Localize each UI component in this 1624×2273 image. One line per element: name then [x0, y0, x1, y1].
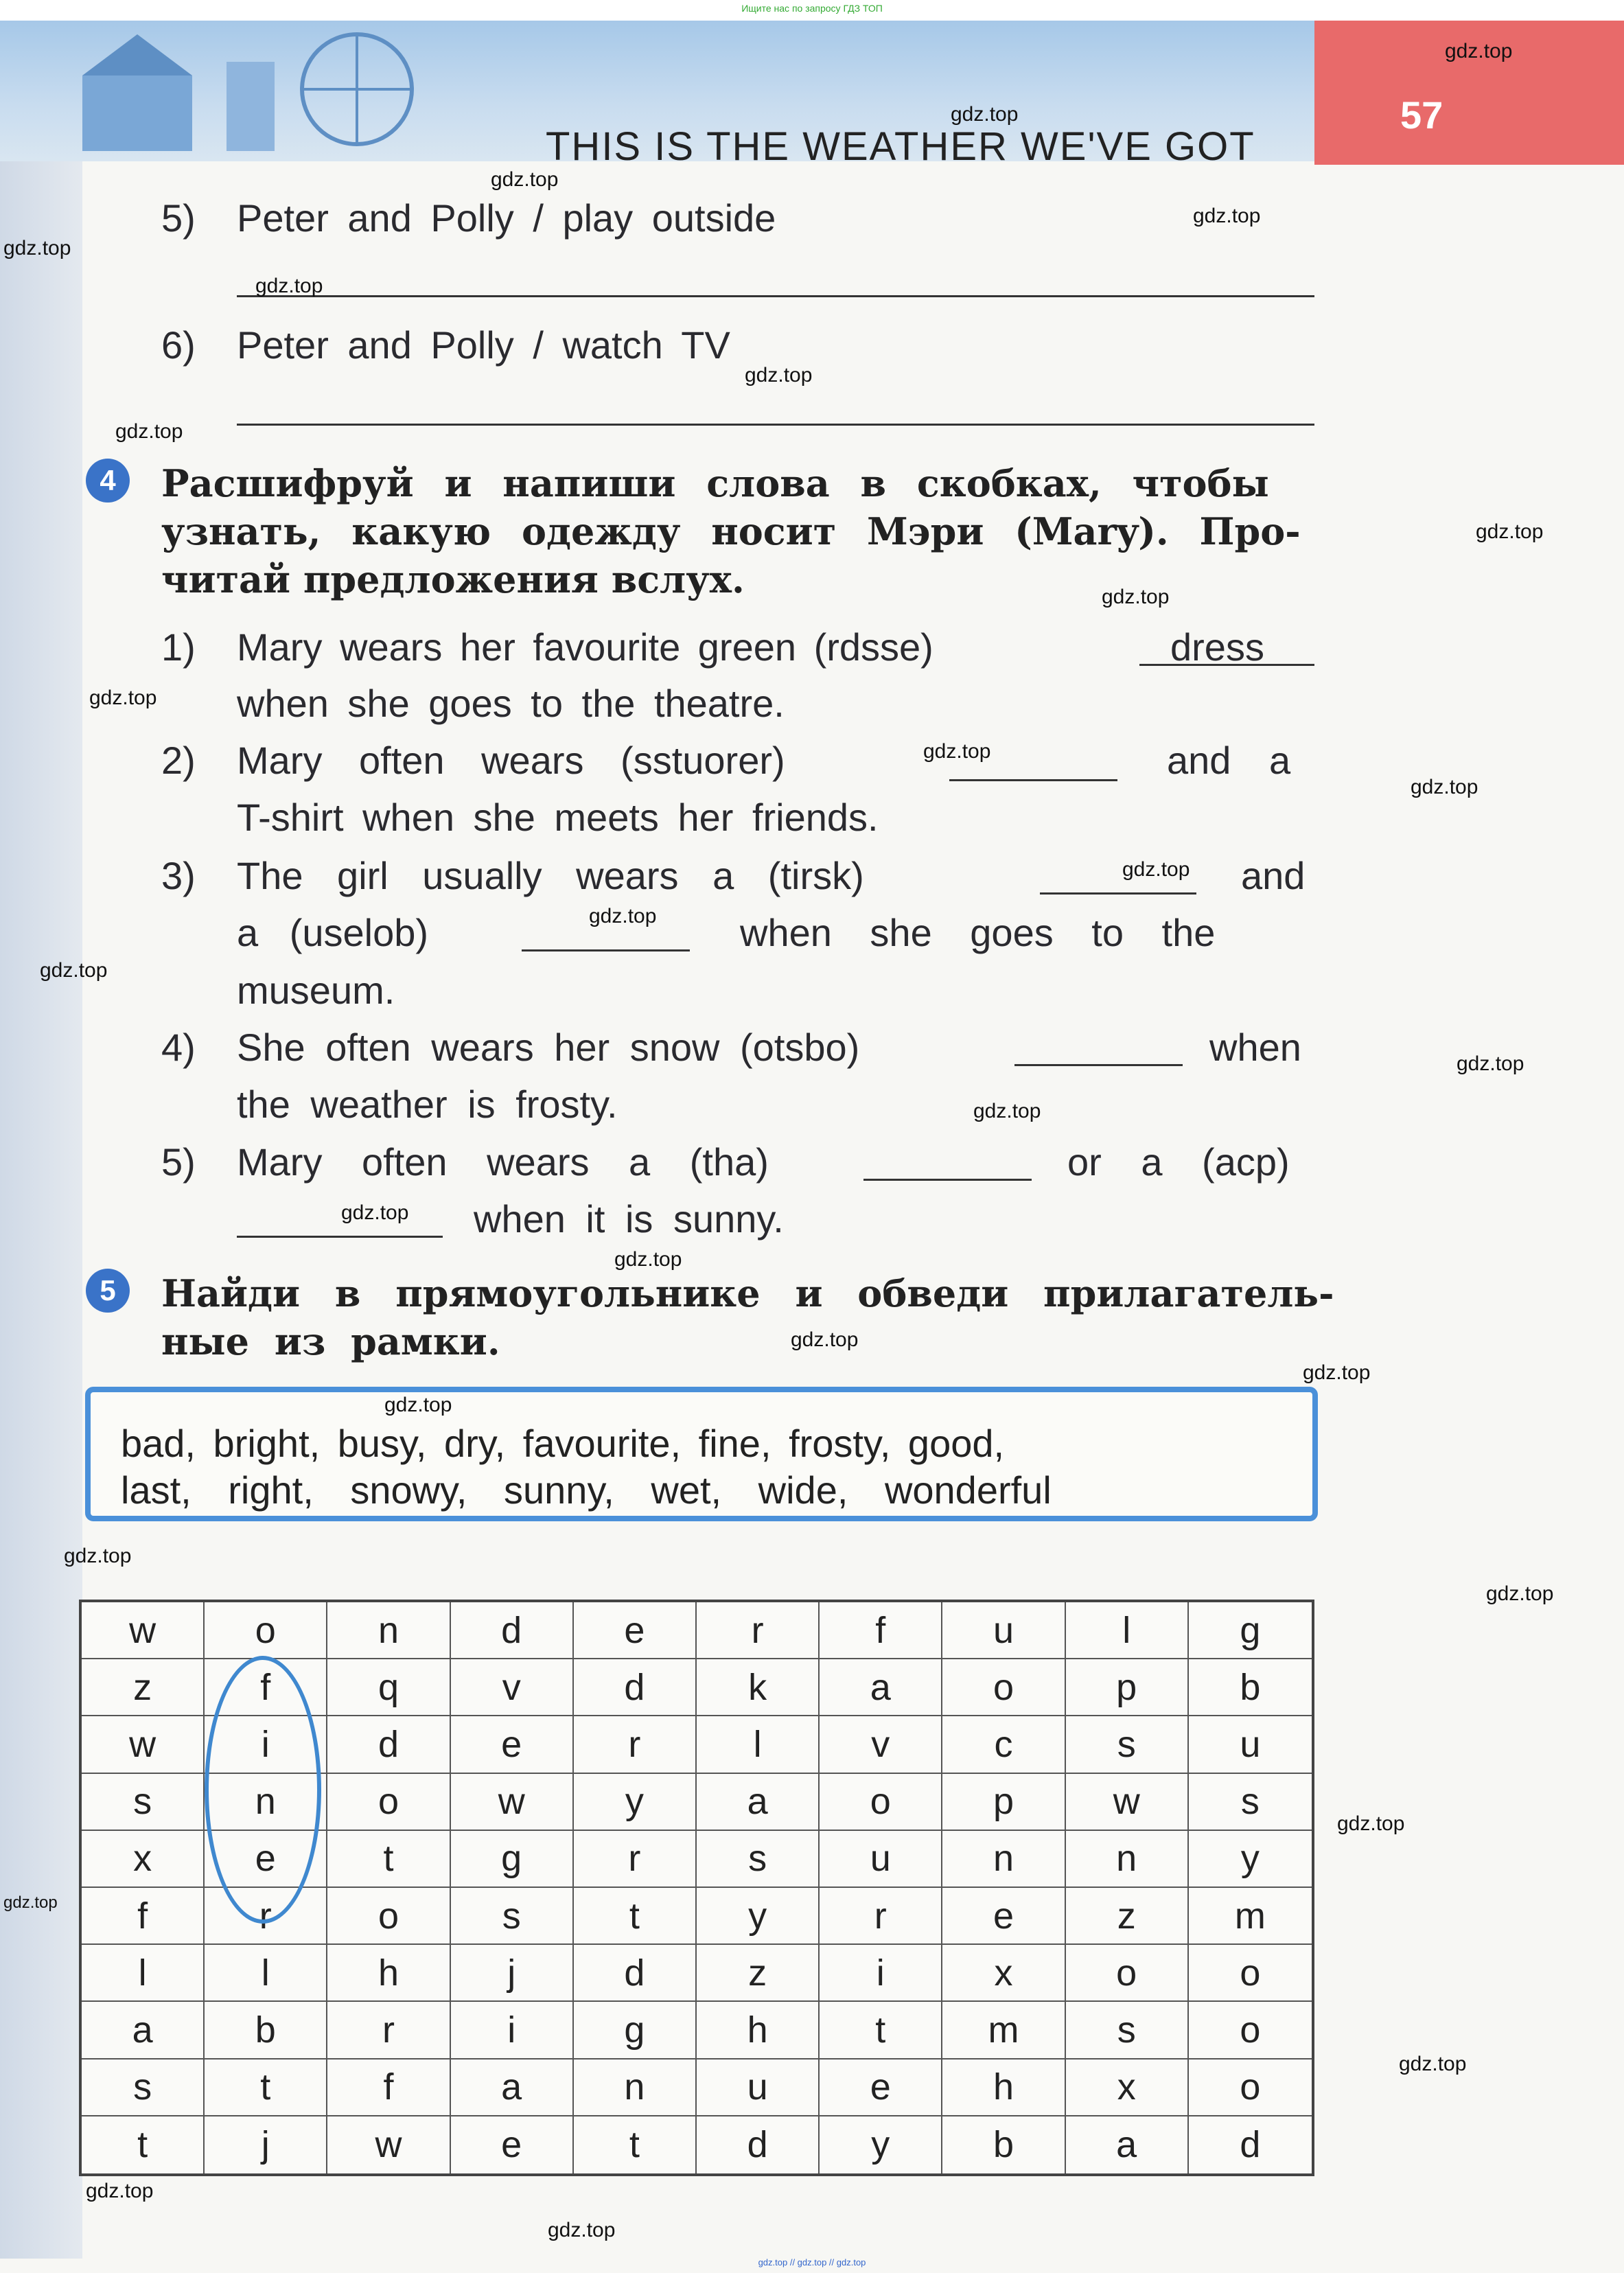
- grid-cell[interactable]: r: [697, 1602, 820, 1659]
- grid-cell[interactable]: j: [451, 1945, 574, 2002]
- grid-cell[interactable]: n: [205, 1774, 327, 1831]
- grid-cell[interactable]: i: [820, 1945, 942, 2002]
- task-4-item-1-line-2: when she goes to the theatre.: [237, 682, 785, 725]
- answer-line[interactable]: [1014, 1064, 1183, 1066]
- grid-cell[interactable]: l: [1066, 1602, 1189, 1659]
- answer-line[interactable]: [237, 295, 1314, 297]
- watermark: gdz.top: [491, 168, 559, 191]
- grid-cell[interactable]: g: [1189, 1602, 1312, 1659]
- watermark: gdz.top: [384, 1394, 452, 1416]
- grid-cell[interactable]: y: [574, 1774, 697, 1831]
- grid-cell[interactable]: z: [697, 1945, 820, 2002]
- grid-cell[interactable]: b: [1189, 1659, 1312, 1716]
- watermark: gdz.top: [548, 2219, 616, 2241]
- watermark: gdz.top: [923, 740, 991, 763]
- grid-cell[interactable]: e: [451, 1716, 574, 1773]
- task-4-item-3-line-2b: when she goes to the: [740, 911, 1216, 954]
- task-4-item-5-num: 5): [161, 1140, 196, 1184]
- grid-cell[interactable]: d: [697, 2116, 820, 2173]
- watermark: gdz.top: [1102, 586, 1170, 608]
- watermark: gdz.top: [791, 1328, 859, 1351]
- task-4-item-3-line-1b: and: [1241, 854, 1306, 897]
- watermark: gdz.top: [1411, 776, 1478, 798]
- task-4-item-4-num: 4): [161, 1026, 196, 1069]
- task-4-item-1-answer[interactable]: dress: [1170, 625, 1264, 669]
- grid-cell[interactable]: p: [942, 1774, 1065, 1831]
- grid-cell[interactable]: f: [820, 1602, 942, 1659]
- watermark: gdz.top: [1303, 1361, 1371, 1384]
- watermark: gdz.top: [1457, 1052, 1524, 1075]
- page-number: 57: [1400, 93, 1443, 137]
- task-4-item-4-line-1b: when: [1209, 1026, 1301, 1069]
- watermark: gdz.top: [341, 1201, 409, 1224]
- task-4-item-3-num: 3): [161, 854, 196, 897]
- task-4-instruction-line-1: Расшифруй и напиши слова в скобках, чтобы: [161, 461, 1269, 505]
- grid-cell[interactable]: l: [697, 1716, 820, 1773]
- task-5-instruction-line-1: Найди в прямоугольнике и обведи прилагатель-: [161, 1271, 1334, 1315]
- grid-cell[interactable]: m: [1189, 1888, 1312, 1945]
- grid-cell[interactable]: t: [574, 2116, 697, 2173]
- grid-cell[interactable]: a: [451, 2059, 574, 2116]
- watermark: gdz.top: [1445, 40, 1513, 62]
- grid-cell[interactable]: n: [1066, 1831, 1189, 1888]
- grid-cell[interactable]: u: [820, 1831, 942, 1888]
- bottom-note: gdz.top // gdz.top // gdz.top: [758, 2257, 866, 2268]
- grid-cell[interactable]: e: [942, 1888, 1065, 1945]
- grid-cell[interactable]: r: [327, 2002, 450, 2059]
- task-4-item-2-line-1b: and a: [1167, 739, 1291, 782]
- grid-cell[interactable]: j: [205, 2116, 327, 2173]
- grid-cell[interactable]: w: [1066, 1774, 1189, 1831]
- grid-cell[interactable]: r: [820, 1888, 942, 1945]
- grid-cell[interactable]: s: [1189, 1774, 1312, 1831]
- grid-cell[interactable]: u: [942, 1602, 1065, 1659]
- prev-item-5-num: 5): [161, 196, 196, 240]
- grid-cell[interactable]: n: [574, 2059, 697, 2116]
- castle-illustration-icon: [0, 21, 480, 161]
- watermark: gdz.top: [89, 686, 157, 709]
- watermark: gdz.top: [589, 905, 657, 927]
- watermark: gdz.top: [40, 959, 108, 982]
- task-4-item-5-line-2: when it is sunny.: [474, 1197, 784, 1241]
- grid-cell[interactable]: x: [942, 1945, 1065, 2002]
- answer-line[interactable]: [1139, 664, 1314, 666]
- grid-cell[interactable]: s: [451, 1888, 574, 1945]
- grid-cell[interactable]: g: [574, 2002, 697, 2059]
- watermark: gdz.top: [1337, 1812, 1405, 1835]
- top-search-note: Ищите нас по запросу ГДЗ ТОП: [741, 3, 883, 14]
- grid-cell[interactable]: d: [451, 1602, 574, 1659]
- task-4-item-3-line-3: museum.: [237, 969, 395, 1012]
- task-4-item-2-num: 2): [161, 739, 196, 782]
- watermark: gdz.top: [64, 1545, 132, 1567]
- task-4-item-3-line-1: The girl usually wears a (tirsk): [237, 854, 864, 897]
- watermark: gdz.top: [1122, 858, 1190, 881]
- task-4-instruction-line-2: узнать, какую одежду носит Мэри (Mary). Про-: [161, 509, 1301, 553]
- answer-line[interactable]: [522, 949, 690, 951]
- watermark: gdz.top: [1193, 205, 1261, 227]
- watermark: gdz.top: [3, 237, 71, 259]
- grid-cell[interactable]: p: [1066, 1659, 1189, 1716]
- watermark: gdz.top: [1399, 2053, 1467, 2075]
- grid-cell[interactable]: r: [574, 1716, 697, 1773]
- grid-cell[interactable]: d: [327, 1716, 450, 1773]
- task-4-number-badge: 4: [86, 459, 130, 503]
- grid-cell[interactable]: k: [697, 1659, 820, 1716]
- watermark: gdz.top: [255, 275, 323, 297]
- grid-cell[interactable]: o: [1066, 1945, 1189, 2002]
- watermark: gdz.top: [745, 364, 813, 386]
- task-5-number-badge: 5: [86, 1269, 130, 1313]
- grid-cell[interactable]: h: [942, 2059, 1065, 2116]
- grid-cell[interactable]: o: [205, 1602, 327, 1659]
- grid-cell[interactable]: t: [205, 2059, 327, 2116]
- word-box: [85, 1387, 1318, 1521]
- grid-cell[interactable]: u: [697, 2059, 820, 2116]
- grid-cell[interactable]: z: [1066, 1888, 1189, 1945]
- left-margin-band: [0, 21, 82, 2259]
- grid-cell[interactable]: t: [574, 1888, 697, 1945]
- grid-cell[interactable]: d: [1240, 2124, 1261, 2166]
- prev-item-6-text: Peter and Polly / watch TV: [237, 323, 730, 367]
- prev-item-5-text: Peter and Polly / play outside: [237, 196, 776, 240]
- answer-line[interactable]: [237, 424, 1314, 426]
- task-4-instruction-line-3: читай предложения вслух.: [161, 557, 745, 601]
- grid-cell[interactable]: e: [574, 1602, 697, 1659]
- grid-cell[interactable]: o: [1189, 2059, 1312, 2116]
- word-box-line-1: bad, bright, busy, dry, favourite, fine, frosty, good,: [121, 1422, 1005, 1465]
- grid-cell[interactable]: r: [205, 1888, 327, 1945]
- grid-cell[interactable]: o: [942, 1659, 1065, 1716]
- task-4-item-4-line-2: the weather is frosty.: [237, 1083, 618, 1126]
- grid-cell[interactable]: o: [327, 1774, 450, 1831]
- answer-line[interactable]: [863, 1179, 1032, 1181]
- grid-cell[interactable]: o: [820, 1774, 942, 1831]
- grid-cell[interactable]: y: [820, 2116, 942, 2173]
- watermark: gdz.top: [3, 1893, 58, 1912]
- grid-cell[interactable]: y: [1189, 1831, 1312, 1888]
- answer-line[interactable]: [949, 779, 1117, 781]
- grid-cell[interactable]: e: [205, 1831, 327, 1888]
- task-4-item-2-line-2: T-shirt when she meets her friends.: [237, 796, 879, 839]
- prev-item-6-num: 6): [161, 323, 196, 367]
- grid-cell[interactable]: u: [1189, 1716, 1312, 1773]
- grid-cell[interactable]: f: [327, 2059, 450, 2116]
- grid-cell[interactable]: w: [327, 2116, 450, 2173]
- task-4-item-5-line-1: Mary often wears a (tha): [237, 1140, 769, 1184]
- task-4-item-1-line-1: Mary wears her favourite green (rdsse): [237, 625, 933, 669]
- grid-cell[interactable]: n: [327, 1602, 450, 1659]
- grid-cell[interactable]: e: [820, 2059, 942, 2116]
- grid-cell[interactable]: l: [82, 1945, 205, 2002]
- task-4-item-5-line-1b: or a (acp): [1067, 1140, 1290, 1184]
- watermark: gdz.top: [115, 420, 183, 443]
- answer-line[interactable]: [237, 1236, 443, 1238]
- grid-cell[interactable]: v: [451, 1659, 574, 1716]
- grid-cell[interactable]: o: [327, 1888, 450, 1945]
- grid-cell[interactable]: d: [574, 1659, 697, 1716]
- grid-cell[interactable]: a: [82, 2002, 205, 2059]
- grid-cell[interactable]: v: [820, 1716, 942, 1773]
- grid-cell[interactable]: c: [942, 1716, 1065, 1773]
- task-5-instruction-line-2: ные из рамки.: [161, 1319, 500, 1363]
- grid-cell[interactable]: l: [205, 1945, 327, 2002]
- grid-cell[interactable]: g: [451, 1831, 574, 1888]
- grid-cell[interactable]: q: [327, 1659, 450, 1716]
- grid-cell[interactable]: e: [451, 2116, 574, 2173]
- watermark: gdz.top: [614, 1248, 682, 1271]
- task-4-item-4-line-1: She often wears her snow (otsbo): [237, 1026, 860, 1069]
- grid-cell[interactable]: a: [820, 1659, 942, 1716]
- grid-cell[interactable]: t: [820, 2002, 942, 2059]
- unit-title: THIS IS THE WEATHER WE'VE GOT: [546, 124, 1255, 169]
- grid-cell[interactable]: h: [327, 1945, 450, 2002]
- grid-cell[interactable]: s: [82, 2059, 205, 2116]
- watermark: gdz.top: [86, 2180, 154, 2202]
- word-box-line-2: last, right, snowy, sunny, wet, wide, wonderful: [121, 1468, 1052, 1512]
- grid-cell[interactable]: t: [327, 1831, 450, 1888]
- grid-cell[interactable]: d: [574, 1945, 697, 2002]
- grid-cell[interactable]: t: [82, 2116, 205, 2173]
- watermark: gdz.top: [1486, 1582, 1554, 1605]
- grid-cell[interactable]: x: [82, 1831, 205, 1888]
- watermark: gdz.top: [951, 103, 1019, 126]
- grid-cell[interactable]: m: [942, 2002, 1065, 2059]
- grid-cell[interactable]: f: [82, 1888, 205, 1945]
- grid-cell[interactable]: o: [1189, 2002, 1312, 2059]
- grid-cell[interactable]: a: [1066, 2116, 1189, 2173]
- grid-cell[interactable]: a: [697, 1774, 820, 1831]
- grid-cell[interactable]: i: [451, 2002, 574, 2059]
- grid-cell[interactable]: w: [82, 1602, 205, 1659]
- task-4-item-3-line-2: a (uselob): [237, 911, 429, 954]
- grid-cell[interactable]: w: [82, 1716, 205, 1773]
- watermark: gdz.top: [973, 1100, 1041, 1122]
- grid-cell[interactable]: s: [697, 1831, 820, 1888]
- grid-cell[interactable]: s: [82, 1774, 205, 1831]
- grid-cell[interactable]: h: [697, 2002, 820, 2059]
- watermark: gdz.top: [1476, 520, 1544, 543]
- grid-cell[interactable]: r: [574, 1831, 697, 1888]
- task-4-item-2-line-1: Mary often wears (sstuorer): [237, 739, 785, 782]
- grid-cell[interactable]: i: [205, 1716, 327, 1773]
- found-word-circle: [205, 1656, 321, 1924]
- grid-cell[interactable]: s: [1066, 2002, 1189, 2059]
- grid-cell[interactable]: y: [697, 1888, 820, 1945]
- grid-cell[interactable]: b: [942, 2116, 1065, 2173]
- grid-cell[interactable]: b: [205, 2002, 327, 2059]
- grid-cell[interactable]: f: [205, 1659, 327, 1716]
- grid-cell[interactable]: w: [451, 1774, 574, 1831]
- grid-cell[interactable]: x: [1066, 2059, 1189, 2116]
- answer-line[interactable]: [1040, 892, 1196, 895]
- grid-cell[interactable]: o: [1189, 1945, 1312, 2002]
- grid-cell[interactable]: z: [82, 1659, 205, 1716]
- task-4-item-1-num: 1): [161, 625, 196, 669]
- grid-cell[interactable]: s: [1066, 1716, 1189, 1773]
- grid-cell[interactable]: n: [942, 1831, 1065, 1888]
